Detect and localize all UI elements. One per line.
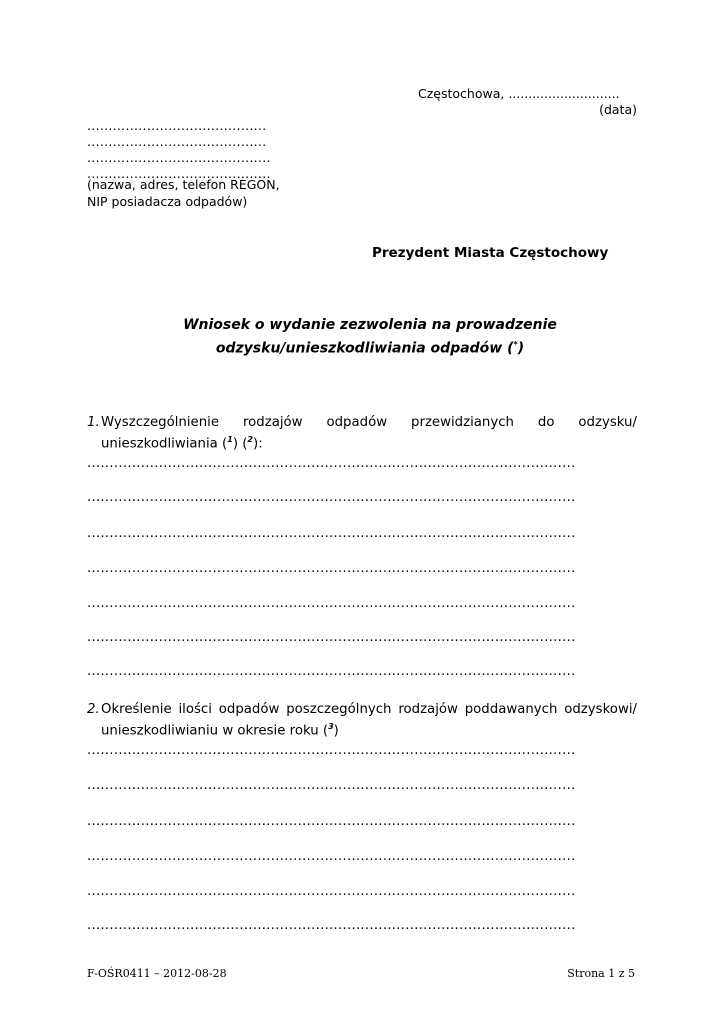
document-title bbox=[120, 316, 620, 359]
section-1-fill-line-6[interactable]: ............................................................................................................. bbox=[87, 630, 576, 645]
section-1-fill-line-3[interactable]: ............................................................................................................. bbox=[87, 526, 576, 541]
sender-caption-line-1: (nazwa, adres, telefon REGON, bbox=[87, 177, 280, 192]
section-1-fill-line-7[interactable]: ............................................................................................................. bbox=[87, 664, 576, 679]
footnote-ref-1: 1 bbox=[227, 435, 233, 444]
section-1-fill-line-2[interactable]: ............................................................................................................. bbox=[87, 490, 576, 505]
title-line-2: odzysku/unieszkodliwiania odpadów (*) bbox=[215, 340, 525, 357]
section-2-fill-line-1[interactable]: ............................................................................................................. bbox=[87, 743, 576, 758]
sender-line-2[interactable]: .......................................... bbox=[87, 134, 267, 149]
footnote-ref-3: 3 bbox=[328, 722, 334, 731]
sender-line-4[interactable]: ........................................... bbox=[87, 166, 271, 181]
section-2-heading: 2.Określenie ilości odpadów poszczególnych rodzajów poddawanych odzyskowi/ unieszkodliwianiu w okresie roku ($^3$) bbox=[87, 702, 637, 739]
addressee: Prezydent Miasta Częstochowy bbox=[372, 245, 609, 261]
section-1-number: 1. bbox=[87, 415, 100, 430]
sender-line-1[interactable]: .......................................... bbox=[87, 118, 267, 133]
section-1-fill-line-4[interactable]: ............................................................................................................. bbox=[87, 561, 576, 576]
place-label: Częstochowa, bbox=[418, 86, 505, 101]
section-2-fill-line-5[interactable]: ............................................................................................................. bbox=[87, 884, 576, 899]
place-date-line bbox=[418, 86, 620, 101]
section-2-fill-line-2[interactable]: ............................................................................................................. bbox=[87, 778, 576, 793]
section-2-fill-line-6[interactable]: ............................................................................................................. bbox=[87, 918, 576, 933]
section-1-fill-line-1[interactable]: ............................................................................................................. bbox=[87, 456, 576, 471]
title-line-1: Wniosek o wydanie zezwolenia na prowadzenie bbox=[183, 317, 557, 333]
sender-caption bbox=[87, 176, 347, 210]
section-1-heading: 1.Wyszczególnienie rodzajów odpadów przewidzianych do odzysku/ unieszkodliwiania ($^1$) ($^2$): bbox=[87, 415, 637, 452]
form-code: F-OŚR0411 – 2012-08-28 bbox=[87, 967, 227, 980]
sender-caption-line-2: NIP posiadacza odpadów) bbox=[87, 194, 248, 209]
footnote-ref-2: 2 bbox=[247, 435, 253, 444]
section-2-fill-line-4[interactable]: ............................................................................................................. bbox=[87, 849, 576, 864]
section-2-number: 2. bbox=[87, 702, 100, 717]
date-label: (data) bbox=[599, 102, 637, 117]
date-field[interactable]: ............................ bbox=[508, 86, 620, 101]
sender-line-3[interactable]: ........................................... bbox=[87, 150, 271, 165]
footnote-mark: * bbox=[513, 340, 518, 349]
page-number: Strona 1 z 5 bbox=[567, 967, 635, 980]
section-1-fill-line-5[interactable]: ............................................................................................................. bbox=[87, 596, 576, 611]
section-2-fill-line-3[interactable]: ............................................................................................................. bbox=[87, 814, 576, 829]
